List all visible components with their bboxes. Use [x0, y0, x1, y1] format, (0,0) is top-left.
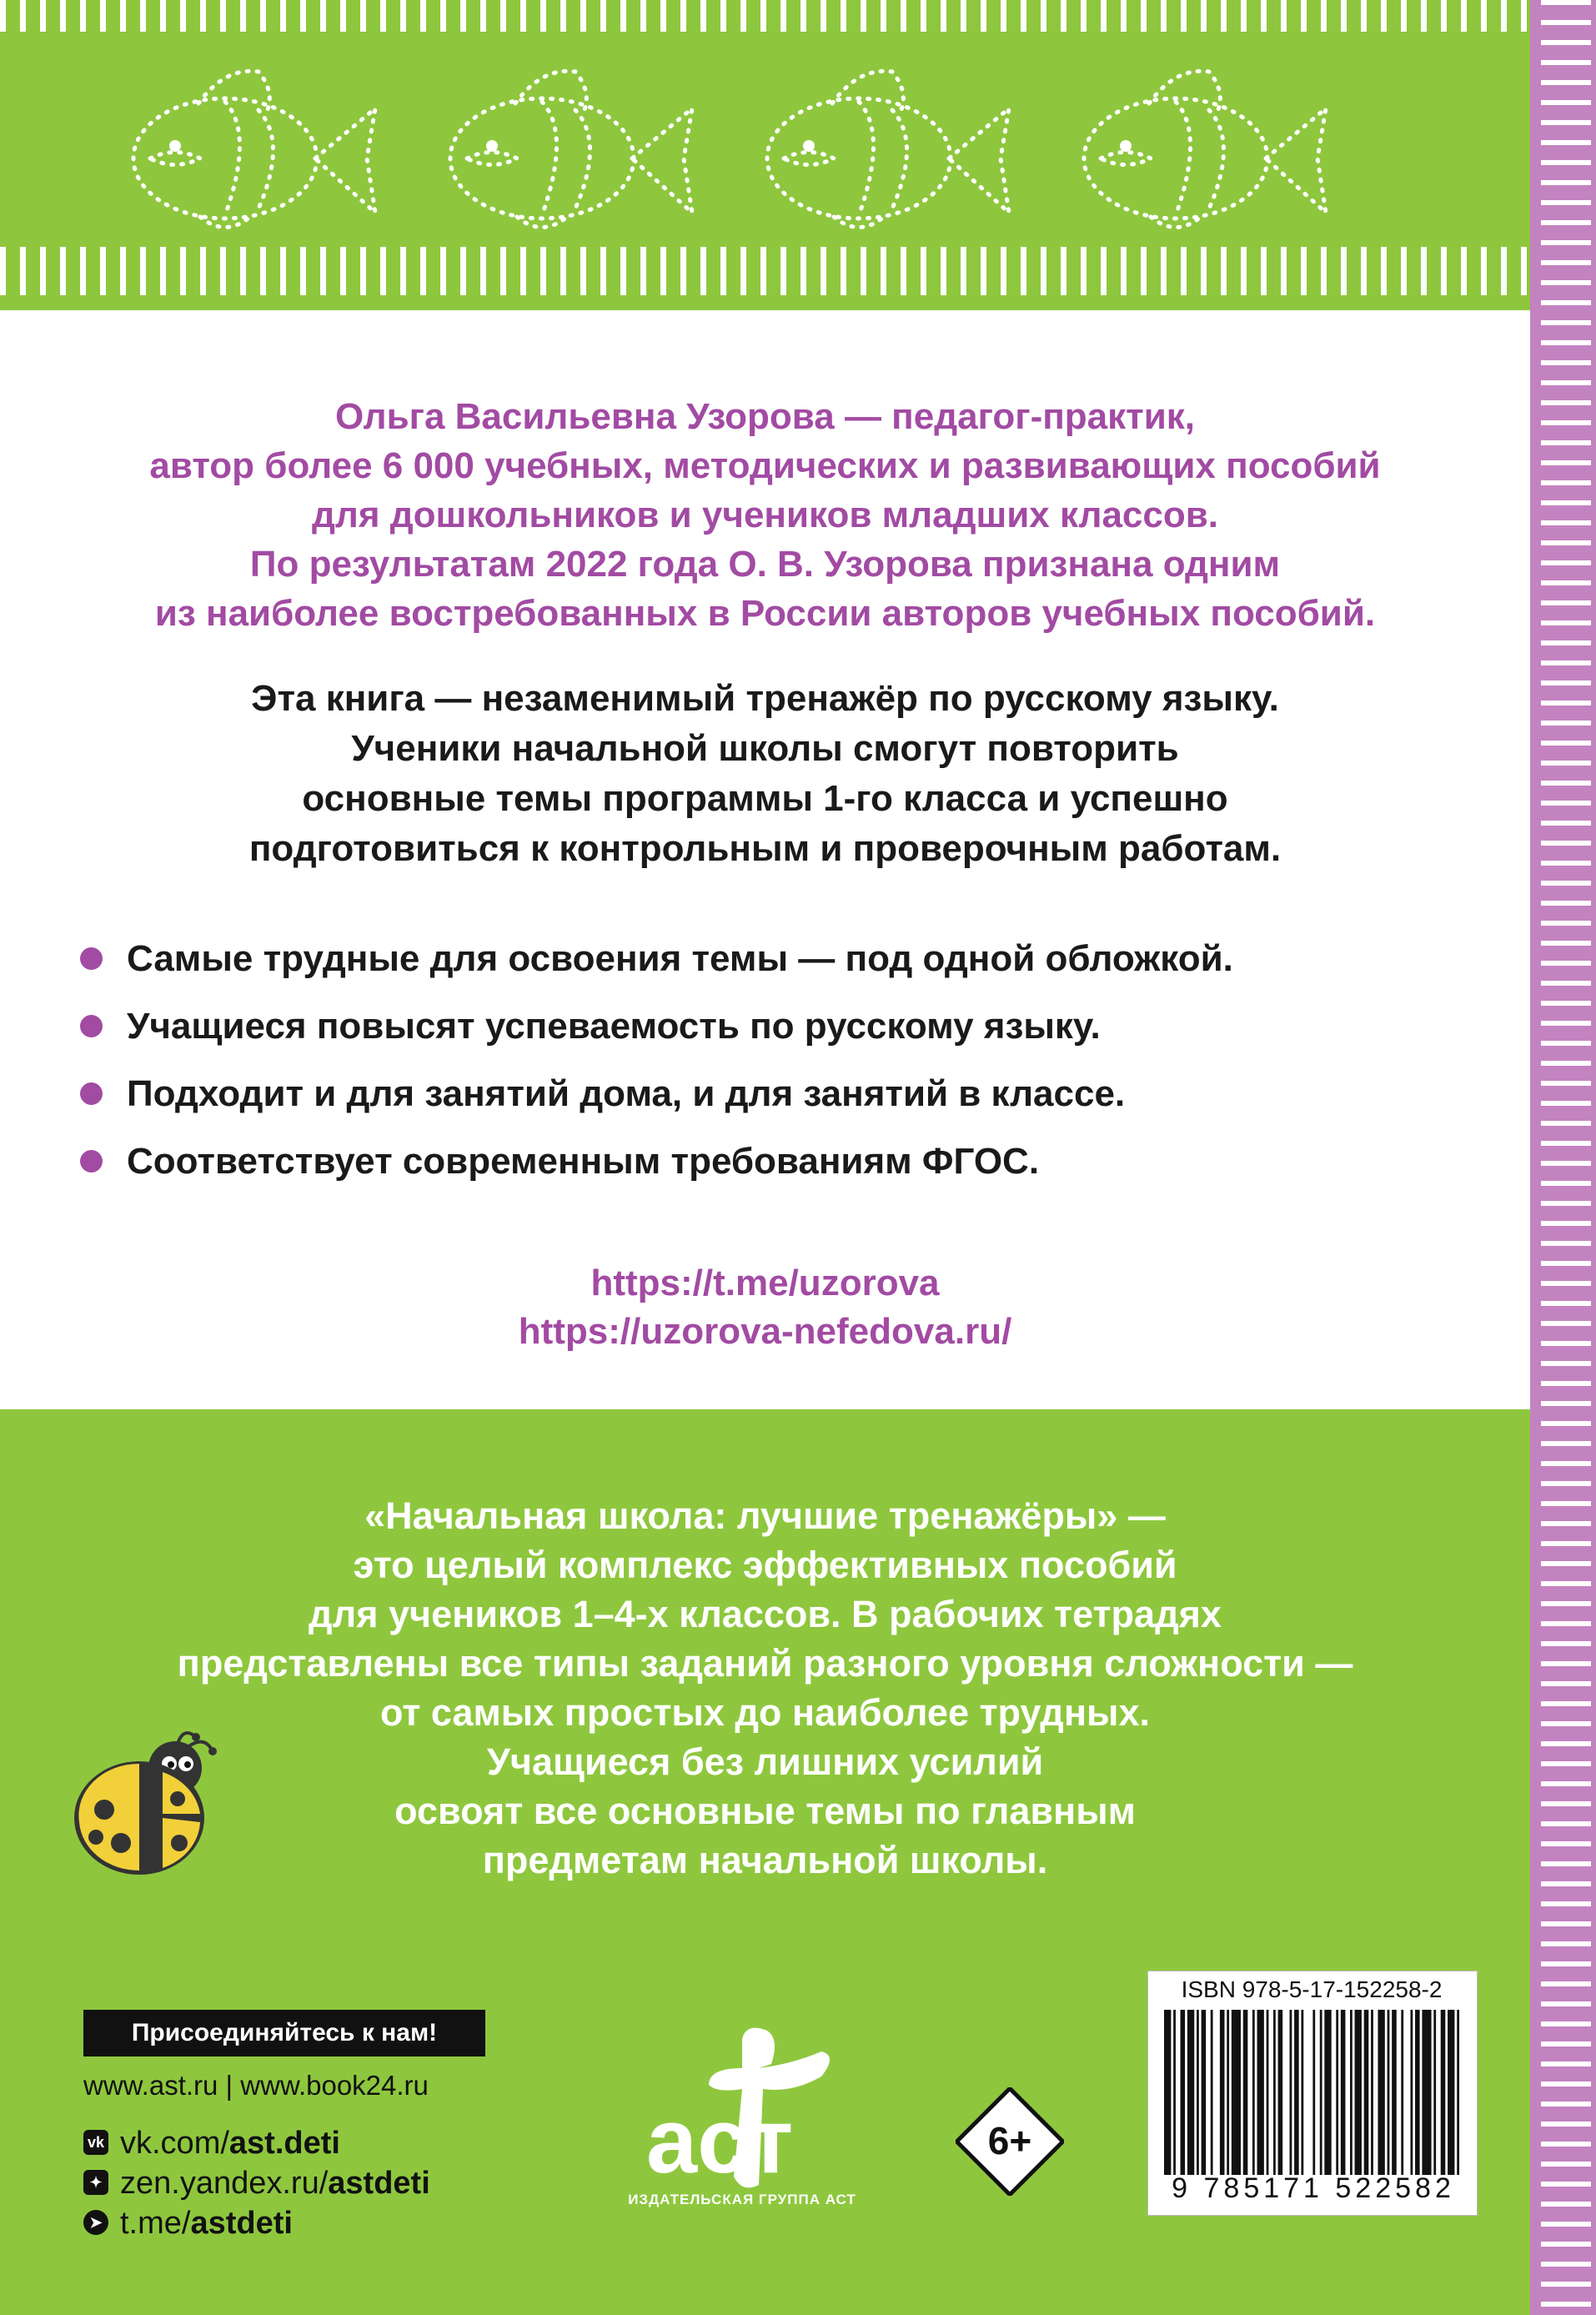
series-description-line: от самых простых до наиболее трудных.	[379, 1691, 1151, 1734]
bullet-icon	[80, 1150, 103, 1173]
barcode-bar	[1341, 2010, 1346, 2175]
social-link-telegram[interactable]	[83, 2205, 293, 2242]
barcode-bar	[1392, 2010, 1397, 2175]
book-description-line: Эта книга — незаменимый тренажёр по русскому языку.	[251, 678, 1279, 719]
barcode	[1164, 2010, 1459, 2175]
barcode-bar	[1164, 2010, 1171, 2175]
author-bio	[0, 392, 1530, 638]
bullet-icon	[80, 947, 103, 970]
telegram-link[interactable]: https://t.me/uzorova	[590, 1263, 940, 1303]
social-link-vk[interactable]	[83, 2125, 340, 2162]
barcode-bar	[1252, 2010, 1255, 2175]
fish-decoration	[0, 50, 1530, 250]
feature-text: Самые трудные для освоения темы — под одной обложкой.	[127, 938, 1233, 979]
barcode-bar	[1324, 2010, 1331, 2175]
barcode-bar	[1267, 2010, 1269, 2175]
barcode-digits: 9 785171 522582	[1172, 2172, 1455, 2204]
header-stripes	[0, 247, 1530, 295]
barcode-bar	[1227, 2010, 1229, 2175]
ladybug-icon	[71, 1730, 246, 1881]
social-handle: astdeti	[190, 2206, 293, 2241]
series-description-line: Учащиеся без лишних усилий	[486, 1740, 1044, 1783]
social-prefix: zen.yandex.ru/	[120, 2166, 329, 2201]
feature-item	[80, 937, 1456, 1005]
barcode-bar	[1257, 2010, 1263, 2175]
barcode-bar	[1211, 2010, 1213, 2175]
author-bio-line: автор более 6 000 учебных, методических и развивающих пособий	[149, 445, 1381, 486]
bullet-icon	[80, 1015, 103, 1037]
barcode-bar	[1401, 2010, 1403, 2175]
barcode-bar	[1441, 2010, 1446, 2175]
feature-item	[80, 1072, 1456, 1140]
barcode-bar	[1457, 2010, 1459, 2175]
feature-text: Подходит и для занятий дома, и для занятий в классе.	[127, 1073, 1126, 1114]
barcode-bar	[1187, 2010, 1194, 2175]
feature-item	[80, 1140, 1456, 1208]
barcode-bar	[1290, 2010, 1292, 2175]
top-stripes	[0, 0, 1530, 32]
barcode-bar	[1336, 2010, 1338, 2175]
social-link-zen[interactable]	[83, 2165, 430, 2202]
barcode-bar	[1173, 2010, 1176, 2175]
join-us-label: Присоединяйтесь к нам!	[83, 2010, 485, 2056]
telegram-icon: ➤	[83, 2210, 108, 2235]
age-rating-text: 6+	[987, 2119, 1032, 2162]
barcode-bar	[1433, 2010, 1436, 2175]
book-description-line: подготовиться к контрольным и проверочным работам.	[248, 828, 1282, 869]
barcode-bar	[1415, 2010, 1420, 2175]
social-handle: ast.deti	[228, 2126, 340, 2161]
barcode-bar	[1422, 2010, 1431, 2175]
barcode-bar	[1378, 2010, 1384, 2175]
bullet-icon	[80, 1082, 103, 1105]
barcode-bar	[1312, 2010, 1315, 2175]
social-prefix: t.me/	[120, 2206, 191, 2241]
barcode-bar	[1320, 2010, 1322, 2175]
author-links	[0, 1259, 1530, 1356]
publisher-name: ИЗДАТЕЛЬСКАЯ ГРУППА АСТ	[628, 2192, 856, 2207]
barcode-bar	[1388, 2010, 1390, 2175]
series-description-line: представлены все типы заданий разного уровня сложности —	[177, 1642, 1353, 1685]
barcode-bar	[1220, 2010, 1225, 2175]
feature-item	[80, 1005, 1456, 1072]
spine-stripes	[1541, 0, 1591, 2315]
barcode-bar	[1181, 2010, 1186, 2175]
barcode-bar	[1364, 2010, 1369, 2175]
barcode-bar	[1243, 2010, 1248, 2175]
author-bio-line: для дошкольников и учеников младших классов.	[311, 495, 1219, 535]
barcode-bar	[1448, 2010, 1454, 2175]
barcode-bar	[1232, 2010, 1241, 2175]
feature-text: Соответствует современным требованиям ФГОС.	[127, 1141, 1040, 1182]
book-description-line: Ученики начальной школы смогут повторить	[351, 728, 1179, 769]
barcode-bar	[1355, 2010, 1362, 2175]
social-handle: astdeti	[328, 2166, 430, 2201]
series-description-line: предметам начальной школы.	[482, 1839, 1048, 1881]
website-link[interactable]: https://uzorova-nefedova.ru/	[518, 1311, 1012, 1352]
series-description-line: «Начальная школа: лучшие тренажёры» —	[364, 1494, 1166, 1537]
vk-icon: vk	[83, 2130, 108, 2155]
barcode-bar	[1371, 2010, 1373, 2175]
series-description-line: освоят все основные темы по главным	[394, 1790, 1136, 1832]
barcode-bar	[1410, 2010, 1413, 2175]
barcode-bar	[1273, 2010, 1276, 2175]
book-description-line: основные темы программы 1-го класса и успешно	[302, 778, 1228, 819]
zen-icon: ✦	[83, 2170, 108, 2195]
book-description	[0, 674, 1530, 874]
barcode-bar	[1278, 2010, 1283, 2175]
series-description-line: это целый комплекс эффективных пособий	[353, 1544, 1177, 1586]
barcode-bar	[1350, 2010, 1353, 2175]
feature-text: Учащиеся повысят успеваемость по русскому языку.	[127, 1006, 1101, 1047]
publisher-logo-text: аст	[646, 2090, 794, 2192]
isbn-label: ISBN 978-5-17-152258-2	[1181, 1976, 1443, 2002]
barcode-bar	[1202, 2010, 1207, 2175]
social-prefix: vk.com/	[120, 2126, 229, 2161]
features-list	[80, 937, 1456, 1208]
barcode-bar	[1301, 2010, 1303, 2175]
author-bio-line: По результатам 2022 года О. В. Узорова признана одним	[249, 544, 1281, 585]
author-bio-line: Ольга Васильевна Узорова — педагог-практик,	[334, 396, 1196, 437]
author-bio-line: из наиболее востребованных в России авторов учебных пособий.	[154, 593, 1376, 634]
barcode-bar	[1197, 2010, 1199, 2175]
series-description-line: для учеников 1–4-х классов. В рабочих тетрадях	[309, 1593, 1222, 1635]
barcode-bar	[1294, 2010, 1299, 2175]
age-rating-badge	[956, 2087, 1064, 2196]
publisher-websites[interactable]: www.ast.ru | www.book24.ru	[83, 2070, 429, 2101]
